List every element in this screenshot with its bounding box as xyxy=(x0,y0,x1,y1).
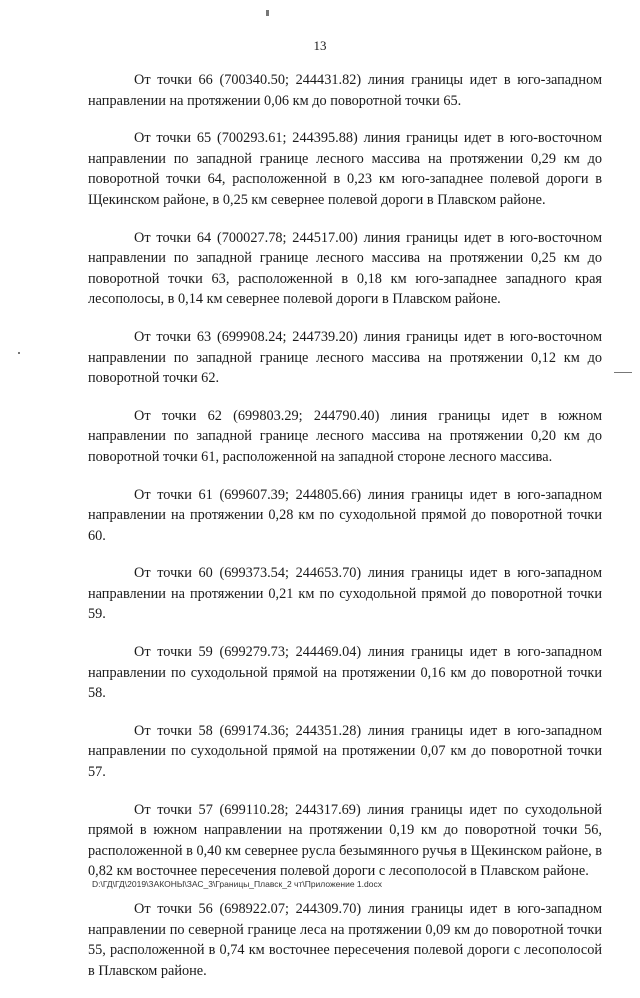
footer-file-path: D:\ГД\ГД\2019\ЗАКОНЫ\ЗАС_3\Границы_Плавск_2 чт\Приложение 1.docx xyxy=(92,879,382,889)
scan-dash-right xyxy=(614,372,632,373)
page-number: 13 xyxy=(313,38,327,53)
paragraph: От точки 64 (700027.78; 244517.00) линия границы идет в юго-восточном направлении по западной границе лесного массива на протяжении 0,25 км до поворотной точки 63, расположенной в 0,18 км юго-западнее западного края лесополосы, в 0,14 км севернее полевой дороги в Плавском районе. xyxy=(88,229,602,308)
document-body xyxy=(88,70,602,998)
paragraph: От точки 63 (699908.24; 244739.20) линия границы идет в юго-восточном направлении по западной границе лесного массива на протяжении 0,12 км до поворотной точки 62. xyxy=(88,328,602,387)
paragraph: От точки 60 (699373.54; 244653.70) линия границы идет в юго-западном направлении на протяжении 0,21 км по суходольной прямой до поворотной точки 59. xyxy=(88,565,602,623)
paragraph: От точки 58 (699174.36; 244351.28) линия границы идет в юго-западном направлении по суходольной прямой на протяжении 0,07 км до поворотной точки 57. xyxy=(88,722,602,781)
paragraph: От точки 56 (698922.07; 244309.70) линия границы идет в юго-западном направлении по северной границе леса на протяжении 0,09 км до поворотной точки 55, расположенной в 0,74 км восточнее пересечения полевой дороги с лесополосой в Плавском районе. xyxy=(88,901,602,979)
paragraph: От точки 66 (700340.50; 244431.82) линия границы идет в юго-западном направлении на протяжении 0,06 км до поворотной точки 65. xyxy=(88,72,602,109)
paragraph: От точки 62 (699803.29; 244790.40) линия границы идет в южном направлении по западной границе лесного массива на протяжении 0,20 км до поворотной точки 61, расположенной на западной стороне лесного массива. xyxy=(88,407,602,465)
scan-speck-top xyxy=(266,10,269,16)
paragraph: От точки 65 (700293.61; 244395.88) линия границы идет в юго-восточном направлении по западной границе лесного массива на протяжении 0,29 км до поворотной точки 64, расположенной в 0,23 км юго-западнее полевой дороги в Щекинском районе, в 0,25 км севернее полевой дороги в Плавском районе. xyxy=(88,130,602,208)
paragraph: От точки 59 (699279.73; 244469.04) линия границы идет в юго-западном направлении по суходольной прямой на протяжении 0,16 км до поворотной точки 58. xyxy=(88,644,602,702)
paragraph: От точки 57 (699110.28; 244317.69) линия границы идет по суходольной прямой в южном направлении на протяжении 0,19 км до поворотной точки 56, расположенной в 0,40 км севернее русла безымянного ручья в Щекинском районе, в 0,82 км восточнее пересечения полевой дороги с лесополосой в Плавском районе. xyxy=(88,801,602,880)
scan-speck-left xyxy=(18,352,20,354)
paragraph: От точки 61 (699607.39; 244805.66) линия границы идет в юго-западном направлении на протяжении 0,28 км по суходольной прямой до поворотной точки 60. xyxy=(88,486,602,544)
